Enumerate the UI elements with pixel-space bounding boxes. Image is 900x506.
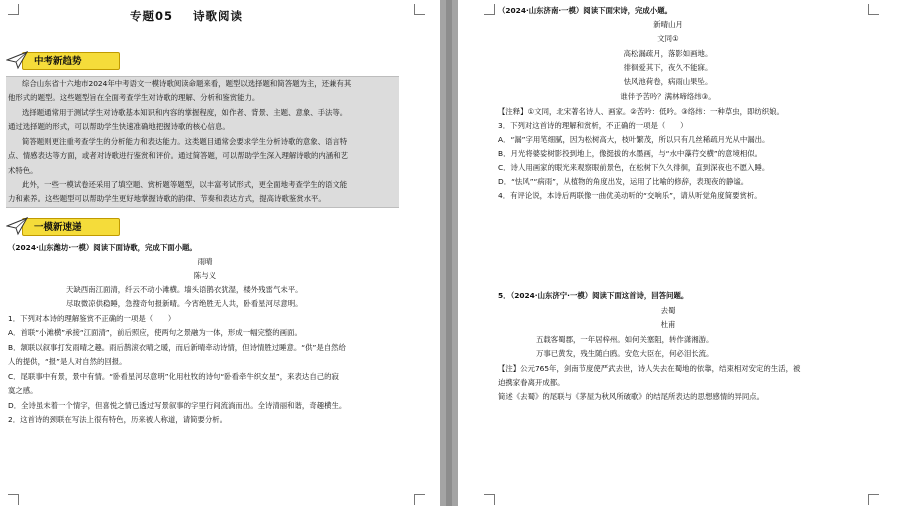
poem-line: 万事已黄发，残生随白鸥。安危大臣在，何必泪长流。 [536, 349, 714, 358]
crop-mark [414, 4, 425, 15]
document-page-right [458, 0, 900, 506]
paper-plane-icon [6, 216, 28, 236]
poem-line: 尽取微凉供稳睡，急搜奇句报新晴。今宵绝胜无人共，卧看星河尽意明。 [66, 299, 303, 308]
intro-line: 术特色。 [8, 166, 38, 175]
poem-line: 徘徊爱其下，夜久不能寐。 [623, 63, 713, 72]
option-d: D．“怯风”“病雨”，从植物的角度出发，运用了比喻的修辞，表现夜的静谧。 [498, 177, 749, 186]
annotation-note: 【注释】①文同，北宋著名诗人、画家。②苦吟：低吟。③络纬：一种草虫，即纺织娘。 [498, 107, 784, 116]
option-c: C．尾联事中有景，景中有情。“卧看星河尽意明”化用杜牧的诗句“卧看牵牛织女星”，来表达自己的寂 [8, 372, 339, 381]
option-c-cont: 寞之感。 [8, 386, 38, 395]
poem-line: 天缺西南江面清，纤云不动小滩横。墙头语鹊衣犹湿，楼外残雷气未平。 [66, 285, 303, 294]
option-d: D．全诗虽未着一个情字，但喜悦之情已透过写景叙事的字里行间流淌而出。全诗清丽和谐，奇趣横生。 [8, 401, 347, 410]
poem-author: 杜甫 [660, 320, 676, 329]
poem-line: 五载客蜀郡，一年居梓州。如何关塞阻，转作潇湘游。 [536, 335, 714, 344]
question-heading: 5．（2024·山东济宁·一模）阅读下面这首诗，回答问题。 [498, 291, 689, 300]
intro-line: 综合山东省十六地市2024年中考语文一模诗歌阅读命题来看，题型以选择题和简答题为主，还兼有其 [22, 79, 352, 88]
crop-mark [868, 494, 879, 505]
option-b-cont: 人的提供，“报”是人对自然的回报。 [8, 357, 127, 366]
section-banner-latest [0, 216, 130, 236]
poem-line: 怯风池荷卷，病雨山果坠。 [623, 77, 713, 86]
poem-author: 陈与义 [193, 271, 217, 280]
crop-mark [484, 494, 495, 505]
intro-line: 力和素养。这些题型可以帮助学生更好地掌握诗歌的韵律、节奏和表达方式，提高诗歌鉴赏水平。 [8, 194, 326, 203]
crop-mark [484, 4, 495, 15]
page-gutter [440, 0, 458, 506]
paper-plane-icon [6, 50, 28, 70]
question-item: 2．这首诗的颈联在写法上很有特色，历来被人称道，请简要分析。 [8, 415, 228, 424]
option-a: A．首联“小滩横”承接“江面清”，前后照应，使两句之景融为一体，形成一幅完整的画面。 [8, 328, 302, 337]
document-page-left [0, 0, 440, 506]
question-heading: （2024·山东潍坊·一模）阅读下面诗歌，完成下面小题。 [8, 243, 197, 252]
option-a: A．“漏”字用笔细腻，因为松树高大，枝叶繁茂，所以只有几丝稀疏月光从中漏出。 [498, 135, 770, 144]
topic-name: 诗歌阅读 [193, 9, 244, 23]
option-b: B．月光将婆娑树影投到地上，像挺拔的水墨画，与“水中藻荇交横”的意境相似。 [498, 149, 763, 158]
intro-box-border [6, 207, 399, 208]
banner-title: 中考新趋势 [34, 56, 82, 67]
poem-line: 高松漏疏月，落影如画地。 [623, 49, 713, 58]
intro-line: 简答题则更注重考查学生的分析能力和表达能力。这类题目通常会要求学生分析诗歌的意象、语言特 [22, 137, 348, 146]
poem-title: 雨晴 [197, 257, 213, 266]
question-item: 4．有评论说，本诗后两联像一曲优美动听的“交响乐”，请从听觉角度简要赏析。 [498, 191, 762, 200]
poem-title: 新晴山月 [653, 20, 683, 29]
annotation-note: 【注】公元765年，剑南节度使严武去世，诗人失去在蜀地的依靠，结束相对安定的生活，被 [498, 364, 801, 373]
intro-line: 通过选择题的形式，可以帮助学生快速准确地把握诗歌的核心信息。 [8, 122, 230, 131]
banner-title: 一模新速递 [34, 222, 82, 233]
option-c: C．诗人用画家的眼光来观察眼前景色，在松树下久久徘徊，直到深夜也不愿入睡。 [498, 163, 770, 172]
section-banner-trends [0, 50, 130, 70]
crop-mark [8, 4, 19, 15]
intro-line: 此外，一些一模试卷还采用了填空题、赏析题等题型，以丰富考试形式，更全面地考查学生的语文能 [22, 180, 348, 189]
question-heading: （2024·山东济南·一模）阅读下面宋诗，完成小题。 [498, 6, 672, 15]
poem-title: 去蜀 [660, 306, 676, 315]
intro-box-border [6, 76, 399, 77]
question-item: 简述《去蜀》的尾联与《茅屋为秋风所破歌》的结尾所表达的思想感情的异同点。 [498, 392, 765, 401]
intro-line: 点、情感表达等方面，或者对诗歌进行鉴赏和评价。通过简答题，可以帮助学生深入理解诗歌的内涵和艺 [8, 151, 348, 160]
question-item: 3．下列对这首诗的理解和赏析，不正确的一项是（ ） [498, 121, 688, 130]
poem-line: 谁伴予苦吟？满林啼络纬③。 [620, 92, 716, 101]
crop-mark [8, 494, 19, 505]
crop-mark [414, 494, 425, 505]
page-title [130, 8, 243, 24]
option-b: B．颔联以叙事打发雨晴之趣。雨后鹊滚衣晴之暖，而后新晴牵动诗情，但诗情胜过睡意。“供”是自然给 [8, 343, 346, 352]
intro-line: 他形式的题型。这些题型旨在全面考查学生对诗歌的理解、分析和鉴赏能力。 [8, 93, 260, 102]
poem-author: 文同① [657, 34, 679, 43]
crop-mark [868, 4, 879, 15]
question-item: 1．下列对本诗的理解鉴赏不正确的一项是（ ） [8, 314, 176, 323]
intro-line: 选择题通常用于测试学生对诗歌基本知识和内容的掌握程度，如作者、背景、主题、意象、手法等。 [22, 108, 348, 117]
topic-number: 专题05 [130, 9, 174, 23]
annotation-note-cont: 迫携家眷离开成都。 [498, 378, 565, 387]
